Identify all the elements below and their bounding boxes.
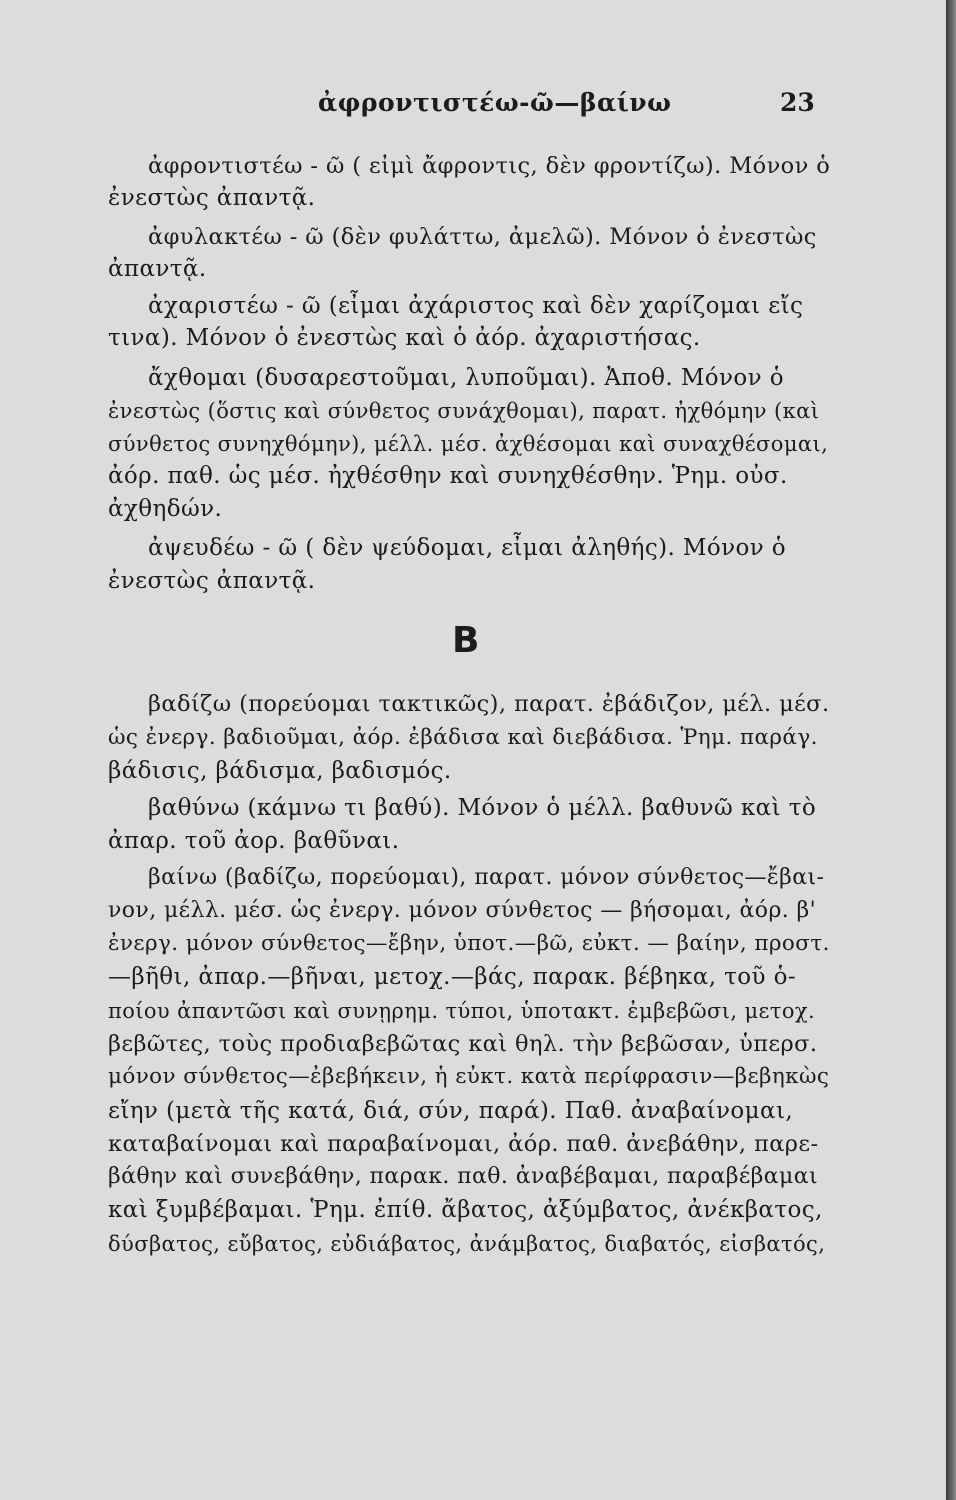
- text-line: μόνον σύνθετος—ἐβεβήκειν, ἡ εὐκτ. κατὰ περίφρασιν—βεβηκὼς: [108, 1064, 830, 1089]
- text-line: νον, μέλλ. μέσ. ὡς ἐνεργ. μόνον σύνθετος — βήσομαι, ἀόρ. β': [108, 898, 817, 923]
- text-line: ἀπαντᾷ.: [108, 256, 207, 282]
- text-line: ποίου ἀπαντῶσι καὶ συνῃρημ. τύποι, ὑποτακτ. ἐμβεβῶσι, μετοχ.: [108, 999, 816, 1023]
- text-line: ἄχθομαι (δυσαρεστοῦμαι, λυποῦμαι). Ἀποθ. Μόνον ὁ: [148, 365, 785, 391]
- text-line: ἀφροντιστέω - ῶ ( εἰμὶ ἄφροντις, δὲν φροντίζω). Μόνον ὁ: [148, 153, 831, 179]
- text-line: ἀχθηδών.: [108, 496, 223, 522]
- text-line: βάδισις, βάδισμα, βαδισμός.: [108, 758, 452, 784]
- text-line: σύνθετος συνηχθόμην), μέλλ. μέσ. ἀχθέσομαι καὶ συναχθέσομαι,: [108, 432, 829, 456]
- text-line: βάθην καὶ συνεβάθην, παρακ. παθ. ἀναβέβαμαι, παραβέβαμαι: [108, 1164, 819, 1189]
- page-number: 23: [780, 88, 815, 117]
- text-line: ἀφυλακτέω - ῶ (δὲν φυλάττω, ἀμελῶ). Μόνον ὁ ἐνεστὼς: [148, 224, 817, 250]
- text-line: βαδίζω (πορεύομαι τακτικῶς), παρατ. ἐβάδιζον, μέλ. μέσ.: [148, 691, 830, 717]
- text-line: ἀψευδέω - ῶ ( δὲν ψεύδομαι, εἶμαι ἀληθής). Μόνον ὁ: [148, 535, 787, 561]
- text-line: ἀπαρ. τοῦ ἀορ. βαθῦναι.: [108, 828, 400, 854]
- text-line: ἀχαριστέω - ῶ (εἶμαι ἀχάριστος καὶ δὲν χαρίζομαι εἴς: [148, 293, 804, 319]
- text-line: εἴην (μετὰ τῆς κατά, διά, σύν, παρά). Παθ. ἀναβαίνομαι,: [108, 1098, 794, 1124]
- text-line: καὶ ξυμβέβαμαι. Ῥημ. ἐπίθ. ἄβατος, ἀξύμβατος, ἀνέκβατος,: [108, 1197, 823, 1223]
- text-line: ἀόρ. παθ. ὡς μέσ. ἠχθέσθην καὶ συνηχθέσθην. Ῥημ. οὐσ.: [108, 463, 788, 489]
- text-line: τινα). Μόνον ὁ ἐνεστὼς καὶ ὁ ἀόρ. ἀχαριστήσας.: [108, 325, 701, 351]
- section-letter: Β: [452, 620, 480, 661]
- page-header: [0, 88, 946, 128]
- text-line: ἐνεστὼς ἀπαντᾷ.: [108, 568, 316, 594]
- page-edge-shadow: [946, 0, 956, 1500]
- text-line: βεβῶτες, τοὺς προδιαβεβῶτας καὶ θηλ. τὴν βεβῶσαν, ὑπερσ.: [108, 1031, 818, 1057]
- text-line: —βῆθι, ἀπαρ.—βῆναι, μετοχ.—βάς, παρακ. βέβηκα, τοῦ ὁ-: [108, 964, 797, 990]
- text-line: βαθύνω (κάμνω τι βαθύ). Μόνον ὁ μέλλ. βαθυνῶ καὶ τὸ: [148, 795, 817, 821]
- text-line: δύσβατος, εὔβατος, εὐδιάβατος, ἀνάμβατος, διαβατός, εἰσβατός,: [108, 1232, 826, 1256]
- text-line: βαίνω (βαδίζω, πορεύομαι), παρατ. μόνον σύνθετος—ἔβαι-: [148, 865, 825, 890]
- text-line: καταβαίνομαι καὶ παραβαίνομαι, ἀόρ. παθ. ἀνεβάθην, παρε-: [108, 1131, 819, 1157]
- running-title: ἀφροντιστέω-ῶ—βαίνω: [318, 88, 672, 117]
- text-line: ἐνεστὼς ἀπαντᾷ.: [108, 185, 316, 211]
- text-line: ἐνεστὼς (ὅστις καὶ σύνθετος συνάχθομαι), παρατ. ἠχθόμην (καὶ: [108, 399, 820, 423]
- text-line: ἐνεργ. μόνον σύνθετος—ἔβην, ὑποτ.—βῶ, εὐκτ. — βαίην, προστ.: [108, 931, 830, 956]
- text-line: ὡς ἐνεργ. βαδιοῦμαι, ἀόρ. ἐβάδισα καὶ διεβάδισα. Ῥημ. παράγ.: [108, 725, 818, 750]
